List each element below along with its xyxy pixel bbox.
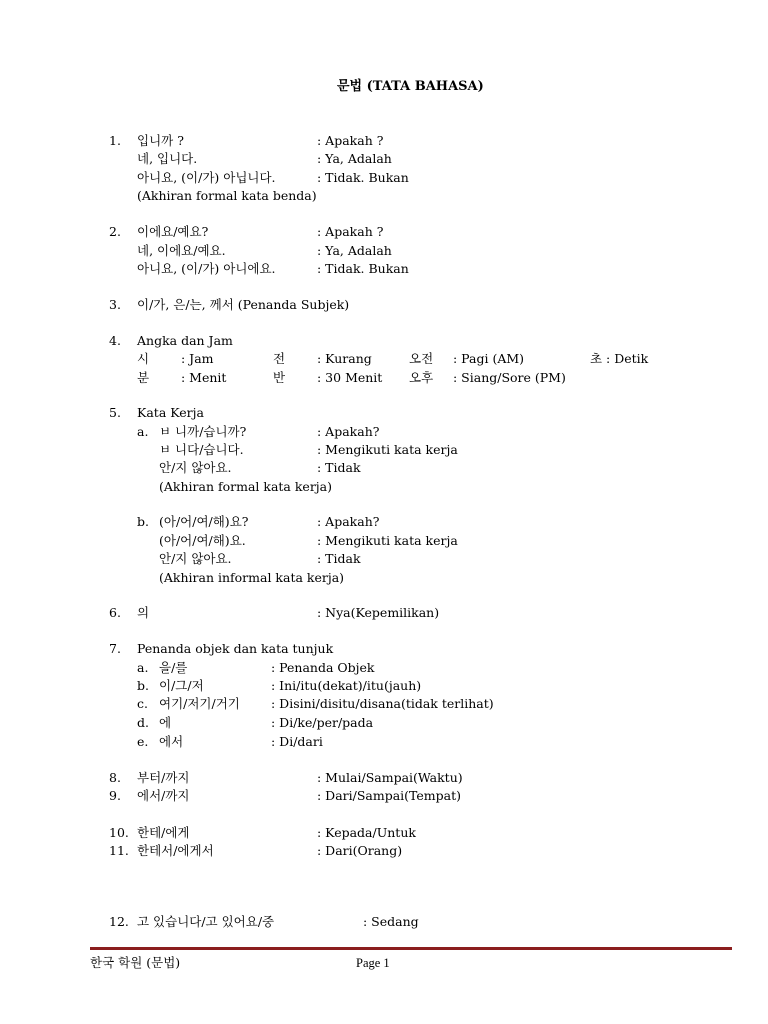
korean-text: 안/지 않아요.: [159, 551, 232, 566]
korean-text: 네, 이에요/예요.: [137, 243, 226, 258]
item-number: 11.: [109, 843, 129, 858]
item-number: 12.: [109, 914, 129, 929]
korean-text: 에서: [159, 734, 184, 749]
note-text: (Akhiran informal kata kerja): [159, 570, 345, 585]
sub-label: c.: [137, 696, 148, 711]
korean-text: (아/어/여/해)요?: [159, 514, 249, 529]
sub-label: b.: [137, 678, 149, 693]
meaning-text: : Ya, Adalah: [317, 151, 392, 166]
korean-text: ㅂ 니까/습니까?: [159, 424, 247, 439]
korean-text: (아/어/여/해)요.: [159, 533, 246, 548]
meaning-text: : Tidak: [317, 551, 361, 566]
korean-text: 이/가, 은/는, 께서 (Penanda Subjek): [137, 297, 350, 312]
meaning-text: : Sedang: [363, 914, 419, 929]
meaning-text: : Mengikuti kata kerja: [317, 533, 458, 548]
item-number: 8.: [109, 770, 121, 785]
item-number: 4.: [109, 333, 121, 348]
korean-text: 분: [137, 370, 150, 385]
item-heading: Kata Kerja: [137, 405, 204, 420]
item-number: 9.: [109, 788, 121, 803]
meaning-text: : 30 Menit: [317, 370, 383, 385]
meaning-text: : Dari/Sampai(Tempat): [317, 788, 462, 803]
korean-text: 고 있습니다/고 있어요/중: [137, 914, 275, 929]
meaning-text: : Di/ke/per/pada: [271, 715, 374, 730]
sub-label: d.: [137, 715, 149, 730]
korean-text: 부터/까지: [137, 770, 190, 785]
meaning-text: : Ini/itu(dekat)/itu(jauh): [271, 678, 422, 693]
meaning-text: : Dari(Orang): [317, 843, 403, 858]
korean-text: 여기/저기/거기: [159, 696, 240, 711]
meaning-text: : Pagi (AM): [453, 351, 525, 366]
korean-text: 이/그/저: [159, 678, 204, 693]
sub-label: e.: [137, 734, 149, 749]
korean-text: 시: [137, 351, 150, 366]
meaning-text: : Mengikuti kata kerja: [317, 442, 458, 457]
korean-text: 에서/까지: [137, 788, 190, 803]
meaning-text: : Nya(Kepemilikan): [317, 605, 440, 620]
korean-text: 오후: [409, 370, 434, 385]
korean-text: 반: [273, 370, 286, 385]
item-number: 5.: [109, 405, 121, 420]
item-number: 2.: [109, 224, 121, 239]
meaning-text: : Penanda Objek: [271, 660, 375, 675]
page-title: 문법 (TATA BAHASA): [337, 79, 484, 94]
korean-text: 이에요/예요?: [137, 224, 209, 239]
note-text: (Akhiran formal kata benda): [137, 188, 317, 203]
korean-text: 아니요, (이/가) 아닙니다.: [137, 170, 276, 185]
meaning-text: : Tidak. Bukan: [317, 170, 409, 185]
item-number: 6.: [109, 605, 121, 620]
korean-text: 네, 입니다.: [137, 151, 198, 166]
meaning-text: : Apakah ?: [317, 133, 384, 148]
korean-text: 을/를: [159, 660, 188, 675]
korean-text: 전: [273, 351, 286, 366]
item-number: 10.: [109, 825, 129, 840]
korean-text: ㅂ 니다/습니다.: [159, 442, 244, 457]
korean-text: 아니요, (이/가) 아니에요.: [137, 261, 276, 276]
page-number: Page 1: [356, 956, 390, 970]
meaning-text: : Menit: [181, 370, 227, 385]
korean-text: 에: [159, 715, 172, 730]
meaning-text: : Mulai/Sampai(Waktu): [317, 770, 463, 785]
item-number: 3.: [109, 297, 121, 312]
footer-divider: [90, 947, 732, 950]
meaning-text: : Di/dari: [271, 734, 323, 749]
sub-label: a.: [137, 660, 149, 675]
sub-label: a.: [137, 424, 149, 439]
korean-text: 한테/에게: [137, 825, 190, 840]
footer-text: 한국 학원 (문법): [90, 955, 181, 970]
meaning-text: : Jam: [181, 351, 214, 366]
korean-text: 입니까 ?: [137, 133, 184, 148]
meaning-text: : Apakah ?: [317, 224, 384, 239]
meaning-text: : Ya, Adalah: [317, 243, 392, 258]
meaning-text: : Tidak: [317, 460, 361, 475]
note-text: (Akhiran formal kata kerja): [159, 479, 333, 494]
korean-text: 안/지 않아요.: [159, 460, 232, 475]
item-number: 1.: [109, 133, 121, 148]
meaning-text: : Kurang: [317, 351, 372, 366]
meaning-text: : Tidak. Bukan: [317, 261, 409, 276]
meaning-text: : Siang/Sore (PM): [453, 370, 566, 385]
item-number: 7.: [109, 641, 121, 656]
meaning-text: : Kepada/Untuk: [317, 825, 416, 840]
sub-label: b.: [137, 514, 149, 529]
korean-text: 의: [137, 605, 150, 620]
meaning-text: 초 : Detik: [590, 351, 649, 366]
item-heading: Penanda objek dan kata tunjuk: [137, 641, 334, 656]
item-heading: Angka dan Jam: [137, 333, 233, 348]
meaning-text: : Apakah?: [317, 514, 380, 529]
meaning-text: : Apakah?: [317, 424, 380, 439]
meaning-text: : Disini/disitu/disana(tidak terlihat): [271, 696, 494, 711]
korean-text: 한테서/에게서: [137, 843, 214, 858]
korean-text: 오전: [409, 351, 434, 366]
